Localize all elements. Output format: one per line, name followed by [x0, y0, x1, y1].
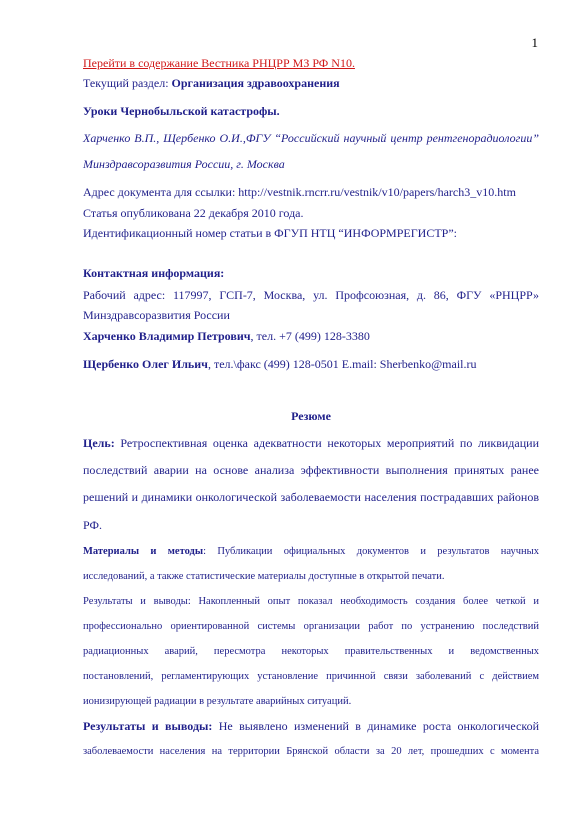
contact-1	[83, 329, 539, 343]
contact-2	[83, 357, 539, 371]
methods-line-1	[83, 545, 539, 559]
contact-2-phone-email: , тел.\факс (499) 128-0501 E.mail: Sherbenko@mail.ru	[207, 357, 477, 371]
goal-line-1	[83, 436, 539, 450]
section-name: Организация здравоохранения	[171, 76, 340, 90]
contents-link[interactable]: Перейти в содержание Вестника РНЦРР МЗ РФ N10.	[83, 56, 355, 70]
methods-label: Материалы и методы	[83, 546, 204, 557]
results-2-label: Результаты и выводы:	[83, 719, 213, 733]
authors-line-1: Харченко В.П., Щербенко О.И.,ФГУ “Российский научный центр рентгенорадиологии”	[83, 131, 539, 145]
results-2-line-2: заболеваемости населения на территории Брянской области за 20 лет, прошедших с момента	[83, 746, 539, 757]
contact-2-name: Щербенко Олег Ильич	[83, 357, 208, 371]
published-line: Статья опубликована 22 декабря 2010 года.	[83, 206, 304, 220]
goal-label: Цель:	[83, 436, 115, 450]
contact-heading: Контактная информация:	[83, 266, 225, 280]
work-address-line-1: Рабочий адрес: 117997, ГСП-7, Москва, ул. Профсоюзная, д. 86, ФГУ «РНЦРР»	[83, 288, 539, 302]
results-1-line-4: постановлений, регламентирующих установление причинной связи заболеваний с действием	[83, 671, 539, 682]
methods-text-1: : Публикации официальных документов и результатов научных	[203, 546, 539, 557]
results-1-line-1: Результаты и выводы: Накопленный опыт показал необходимость создания более четкой и	[83, 596, 539, 607]
address-line: Адрес документа для ссылки: http://vestnik.rncrr.ru/vestnik/v10/papers/harch3_v10.htm	[83, 185, 516, 199]
article-title: Уроки Чернобыльской катастрофы.	[83, 104, 280, 118]
id-line: Идентификационный номер статьи в ФГУП НТЦ “ИНФОРМРЕГИСТР”:	[83, 226, 457, 240]
results-1-line-2: профессионально ориентированной системы организации работ по устранению последствий	[83, 621, 539, 632]
authors-line-2: Минздравсоразвития России, г. Москва	[83, 157, 285, 171]
page-number: 1	[531, 35, 538, 50]
goal-line-3: решений и динамики онкологической заболеваемости населения пострадавших районов	[83, 490, 539, 504]
goal-line-2: последствий аварии на основе анализа эффективности выполнения принятых ранее	[83, 463, 539, 477]
results-2-line-1	[83, 719, 539, 733]
results-1-line-5: ионизирующей радиации в результате аварийных ситуаций.	[83, 696, 352, 707]
resume-heading: Резюме	[291, 409, 331, 423]
section-label: Текущий раздел:	[83, 76, 172, 90]
results-2-text-1: Не выявлено изменений в динамике роста онкологической	[212, 719, 540, 733]
contact-1-name: Харченко Владимир Петрович	[83, 329, 251, 343]
goal-line-4: РФ.	[83, 518, 102, 532]
results-1-line-3: радиационных аварий, пересмотра некоторых правительственных и ведомственных	[83, 646, 539, 657]
methods-line-2: исследований, а также статистические материалы доступные в открытой печати.	[83, 571, 445, 582]
work-address-line-2: Минздравсоразвития России	[83, 308, 230, 322]
contact-1-phone: , тел. +7 (499) 128-3380	[250, 329, 370, 343]
goal-text-1: Ретроспективная оценка адекватности некоторых мероприятий по ликвидации	[114, 436, 539, 450]
current-section	[83, 76, 539, 90]
